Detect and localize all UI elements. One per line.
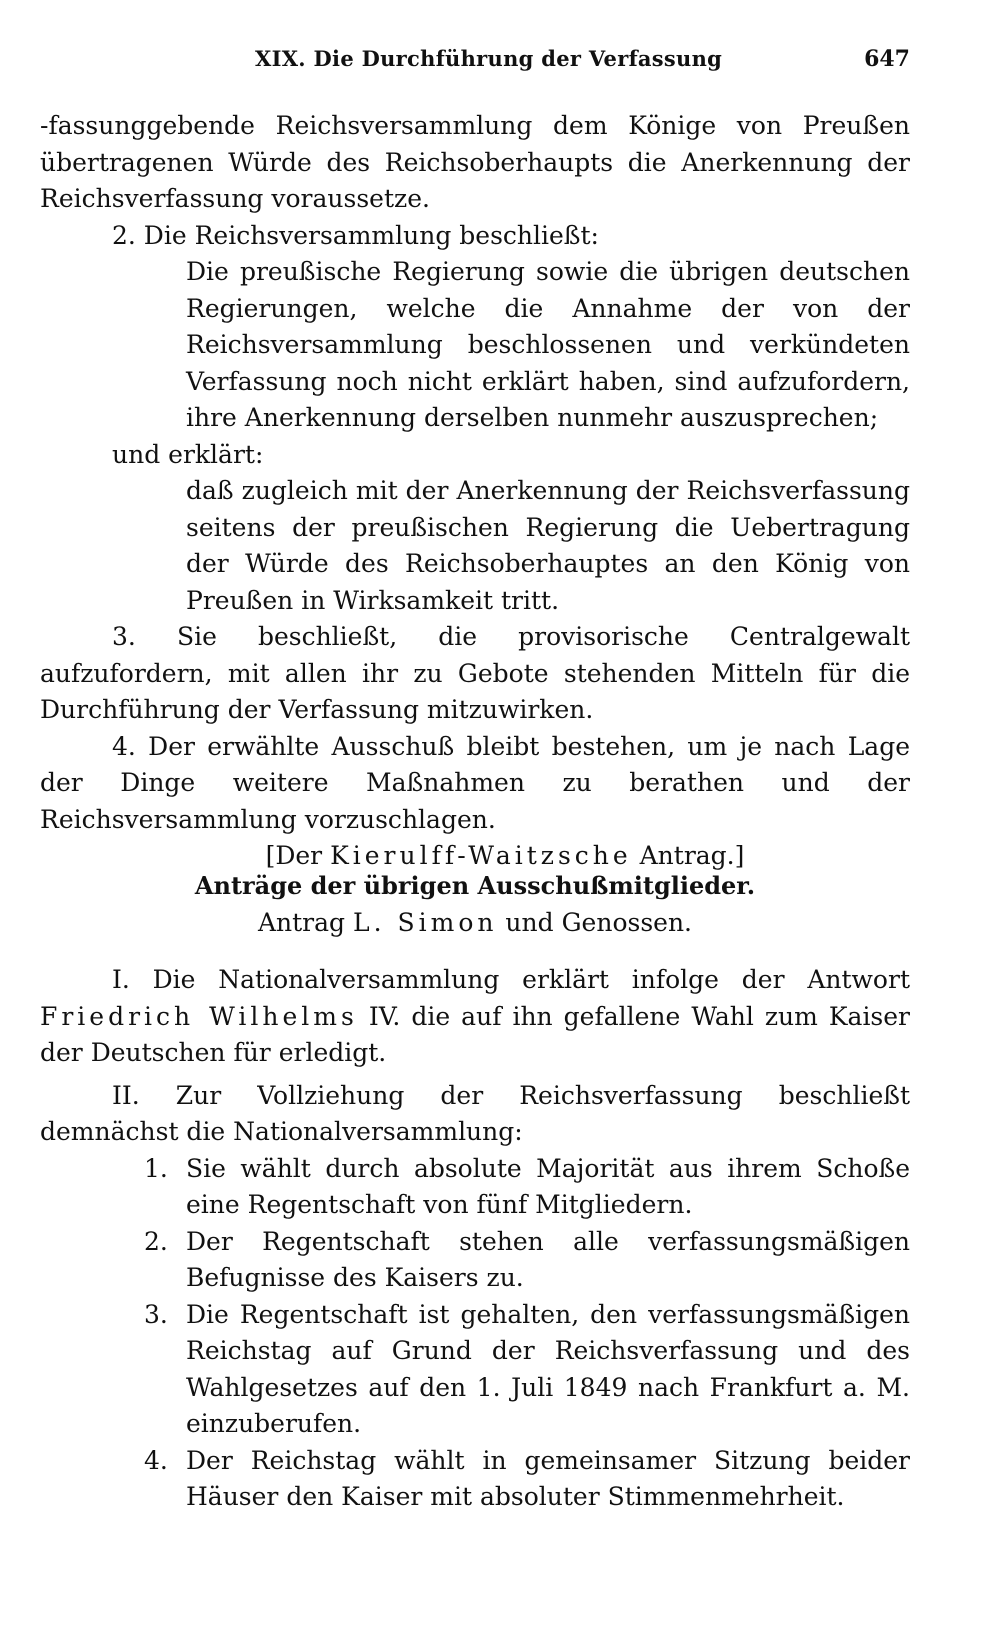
page-header bbox=[40, 42, 910, 82]
list-item-number: 3. bbox=[144, 1299, 168, 1329]
sub-heading bbox=[40, 905, 910, 942]
list-item-text: Der Reichstag wählt in gemeinsamer Sitzung beider Häuser den Kaiser mit absoluter Stimmenmehrheit. bbox=[186, 1445, 910, 1511]
list-item bbox=[40, 1224, 910, 1297]
paragraph-item-2-block-2: daß zugleich mit der Anerkennung der Reichsverfassung seitens der preußischen Regierung die Uebertragung der Würde des Reichsoberhauptes an den König von Preußen in Wirksamkeit tritt. bbox=[186, 476, 910, 615]
list-item bbox=[40, 1297, 910, 1443]
paragraph-roman-1 bbox=[40, 962, 910, 1072]
paragraph-item-2-block: Die preußische Regierung sowie die übrigen deutschen Regierungen, welche die Annahme der von der Reichsversammlung beschlossenen und verkündeten Verfassung noch nicht erklärt haben, sind aufzufordern, ihre Anerkennung derselben nunmehr auszusprechen; bbox=[186, 257, 910, 432]
antrag-attribution-open: [Der bbox=[265, 841, 331, 870]
upper-text-block bbox=[40, 108, 910, 875]
antrag-attribution-close: Antrag.] bbox=[631, 841, 745, 870]
page-number: 647 bbox=[864, 46, 910, 72]
paragraph-item-4: 4. Der erwählte Ausschuß bleibt bestehen, um je nach Lage der Dinge weitere Maßnahmen zu berathen und der Reichsversammlung vorzuschlagen. bbox=[40, 731, 910, 834]
paragraph-und-erklaert: und erklärt: bbox=[112, 439, 264, 469]
antrag-attribution-name: Kierulff-Waitzsche bbox=[330, 841, 632, 870]
section-headings bbox=[40, 868, 910, 941]
lower-text-block bbox=[40, 962, 910, 1516]
sub-heading-pre: Antrag bbox=[257, 907, 353, 937]
sub-heading-name: L. Simon bbox=[353, 907, 498, 937]
list-item-number: 4. bbox=[144, 1445, 168, 1475]
list-item-text: Die Regentschaft ist gehalten, den verfassungsmäßigen Reichstag auf Grund der Reichsverfassung und des Wahlgesetzes auf den 1. Juli 1849 nach Frankfurt a. M. einzuberufen. bbox=[186, 1299, 910, 1438]
list-item bbox=[40, 1443, 910, 1516]
paragraph-roman-1-name: Friedrich Wilhelms bbox=[40, 1001, 358, 1031]
list-item-text: Der Regentschaft stehen alle verfassungsmäßigen Befugnisse des Kaisers zu. bbox=[186, 1226, 910, 1292]
paragraph-roman-2: II. Zur Vollziehung der Reichsverfassung beschließt demnächst die Nationalversammlung: bbox=[40, 1080, 910, 1146]
list-item-number: 2. bbox=[144, 1226, 168, 1256]
paragraph-roman-1-a: I. Die Nationalversammlung erklärt infolge der Antwort bbox=[112, 965, 910, 994]
numbered-list bbox=[40, 1151, 910, 1516]
list-item-text: Sie wählt durch absolute Majorität aus ihrem Schoße eine Regentschaft von fünf Mitgliedern. bbox=[186, 1153, 910, 1219]
running-title: XIX. Die Durchführung der Verfassung bbox=[255, 46, 723, 71]
list-item bbox=[40, 1151, 910, 1224]
paragraph-item-2-intro: 2. Die Reichsversammlung beschließt: bbox=[112, 220, 599, 250]
list-item-number: 1. bbox=[144, 1153, 168, 1183]
paragraph-roman-1-b: IV. die auf ihn gefallene Wahl zum Kaiser der Deutschen für erledigt. bbox=[40, 1001, 911, 1067]
section-heading: Anträge der übrigen Ausschußmitglieder. bbox=[194, 871, 756, 900]
paragraph-continuation: -fassunggebende Reichsversammlung dem Könige von Preußen übertragenen Würde des Reichsoberhaupts die Anerkennung der Reichsverfassung voraussetze. bbox=[40, 111, 910, 213]
sub-heading-post: und Genossen. bbox=[497, 907, 693, 937]
paragraph-item-3: 3. Sie beschließt, die provisorische Centralgewalt aufzufordern, mit allen ihr zu Gebote stehenden Mitteln für die Durchführung der Verfassung mitzuwirken. bbox=[40, 622, 910, 724]
